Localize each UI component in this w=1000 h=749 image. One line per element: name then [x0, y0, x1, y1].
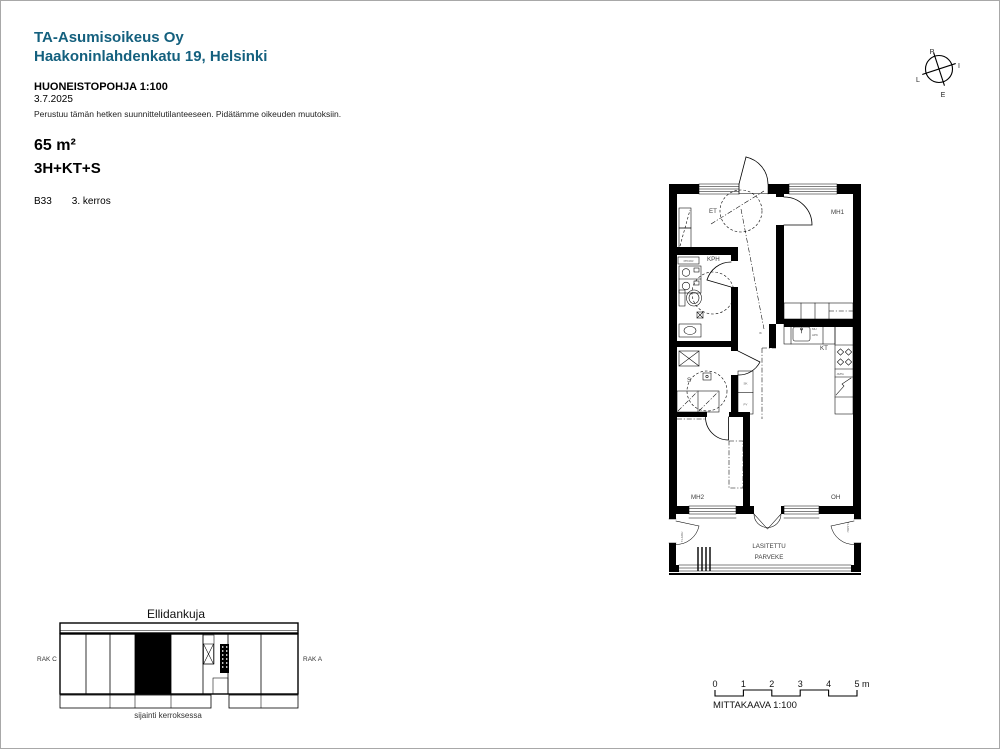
- building-outline: [60, 623, 298, 708]
- bathroom-fixtures: [678, 257, 703, 337]
- room-label-sauna: S: [687, 377, 692, 384]
- dashed-guide-circles: [677, 190, 776, 419]
- label-washer-dryer: PPK/KR: [683, 260, 694, 263]
- apartment-area: 65 m²: [34, 137, 76, 154]
- room-label-bathroom: KPH: [707, 256, 720, 263]
- label-microwave: MU: [812, 327, 817, 331]
- label-tall-cabinet: IK: [759, 331, 762, 335]
- label-closet-py: PY: [743, 402, 748, 407]
- label-closet-sk: SK: [743, 381, 748, 386]
- scale-tick-0: 0: [712, 679, 718, 689]
- scale-tick-2: 2: [769, 679, 775, 689]
- room-configuration: 3H+KT+S: [34, 160, 101, 177]
- label-slider-right: T-LIUKU: [846, 522, 849, 533]
- apartment-floor: 3. kerros: [71, 196, 111, 207]
- kitchen-fixtures: [784, 324, 853, 414]
- compass-west-label: L: [916, 77, 920, 84]
- scale-bar-line: [715, 690, 857, 696]
- scale-tick-5: 5 m: [854, 679, 870, 689]
- label-dishwasher: APK: [812, 333, 819, 337]
- window-symbols: [669, 184, 861, 543]
- compass-icon: [909, 39, 969, 99]
- room-label-bedroom2: MH2: [691, 494, 705, 501]
- company-name: TA-Asumisoikeus Oy: [34, 29, 184, 46]
- scale-tick-1: 1: [740, 679, 746, 689]
- room-label-balcony-2: PARVEKE: [754, 554, 784, 561]
- entry-closets: [679, 208, 691, 248]
- highlighted-apartment-unit: [135, 634, 171, 694]
- label-fridge-freezer: JK/PA: [836, 373, 844, 376]
- street-name-label: Ellidankuja: [146, 607, 206, 621]
- company-address: Haakoninlahdenkatu 19, Helsinki: [34, 48, 268, 65]
- compass-north-label: P: [929, 49, 935, 56]
- apartment-info-row: [34, 196, 111, 207]
- room-label-living: OH: [831, 494, 841, 501]
- room-label-bedroom1: MH1: [831, 209, 845, 216]
- disclaimer-text: Perustuu tämän hetken suunnittelutilanteeseen. Pidätämme oikeuden muutoksiin.: [34, 109, 342, 119]
- location-caption: sijainti kerroksessa: [134, 711, 202, 720]
- room-label-entry: ET: [709, 208, 717, 215]
- compass-east-label: I: [958, 63, 960, 70]
- building-location-diagram: [31, 601, 331, 731]
- scale-tick-4: 4: [826, 679, 832, 689]
- title-block: [34, 28, 267, 66]
- scale-bar: [701, 673, 891, 713]
- room-label-kitchen: KT: [820, 345, 828, 352]
- apartment-floor-plan: [663, 146, 863, 581]
- apartment-id: B33: [34, 196, 52, 207]
- label-slider-left: T-LIUKU: [681, 531, 684, 542]
- scale-caption: MITTAKAAVA 1:100: [713, 700, 797, 711]
- compass-south-label: E: [940, 92, 946, 99]
- building-label-rak-a: RAK A: [303, 656, 323, 663]
- wall-openings: [669, 184, 861, 543]
- plan-type-label: HUONEISTOPOHJA 1:100: [34, 81, 168, 93]
- building-label-rak-c: RAK C: [37, 656, 57, 663]
- plan-date: 3.7.2025: [34, 94, 73, 105]
- room-label-balcony-1: LASITETTU: [752, 543, 786, 550]
- scale-tick-3: 3: [797, 679, 803, 689]
- sauna-fixtures: [679, 351, 711, 380]
